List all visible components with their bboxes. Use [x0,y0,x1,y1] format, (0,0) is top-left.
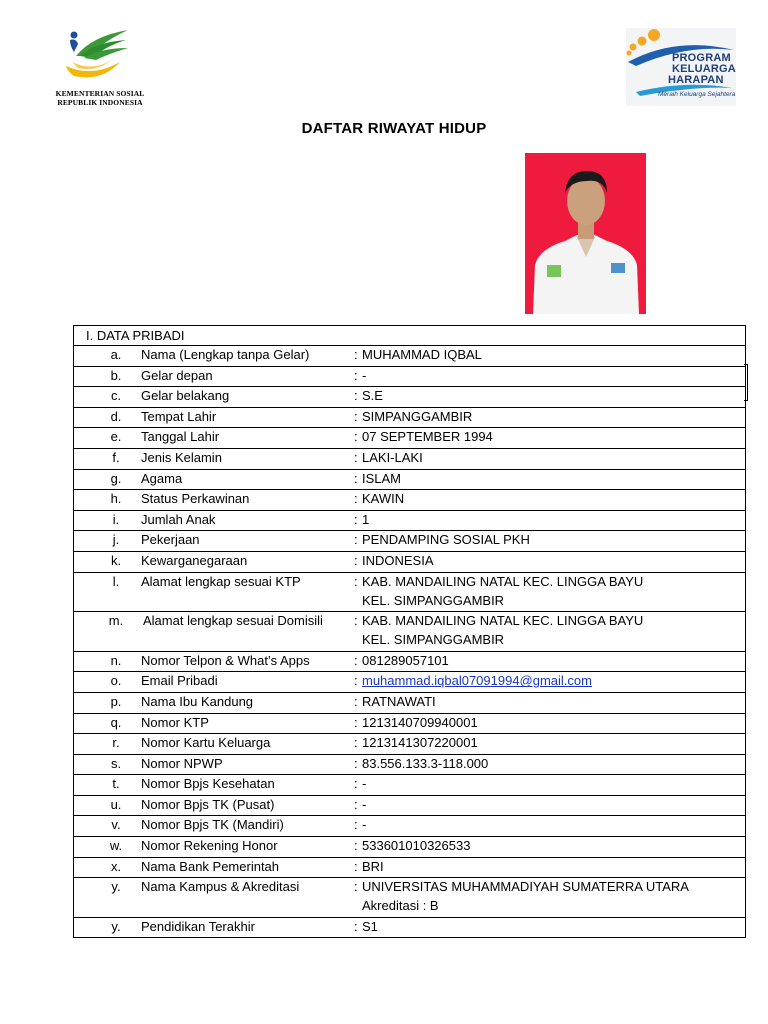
pkh-logo-line-2: KELUARGA [672,63,736,75]
row-value: S1 [362,918,378,934]
row-letter: d. [110,408,122,424]
row-label: Alamat lengkap sesuai KTP [141,573,301,589]
row-value: 1 [362,511,370,527]
row-label: Nomor Rekening Honor [141,838,278,854]
table-row [74,408,745,429]
row-value: 1213140709940001 [362,714,478,730]
table-row [74,918,745,938]
row-label: Tanggal Lahir [141,429,220,445]
row-separator: : [354,879,358,895]
row-value: MUHAMMAD IQBAL [362,347,482,362]
table-row [74,346,745,367]
row-separator: : [354,388,358,404]
row-letter: e. [110,429,122,445]
kemensos-logo-line-1: KEMENTERIAN SOSIAL [55,89,145,98]
row-value: KAB. MANDAILING NATAL KEC. LINGGA BAYU [362,613,644,629]
table-row [74,734,745,755]
data-rows [74,346,745,937]
row-value: RATNAWATI [362,693,436,709]
table-row [74,837,745,858]
row-letter: s. [110,755,122,771]
row-value: 83.556.133.3-118.000 [362,755,489,771]
row-letter: t. [112,776,120,792]
table-row [74,775,745,796]
row-value: UNIVERSITAS MUHAMMADIYAH SUMATERRA UTARA [362,879,689,895]
row-letter: u. [110,796,122,812]
kemensos-logo [44,26,156,110]
table-row [74,858,745,879]
row-separator: : [354,652,358,668]
row-letter: a. [110,347,122,362]
table-row [74,755,745,776]
row-label: Status Perkawinan [141,491,250,507]
table-row [74,652,745,673]
row-value: BRI [362,858,384,874]
row-letter: l. [112,573,120,589]
row-letter: y. [111,918,121,934]
row-separator: : [354,918,358,934]
pkh-logo [626,28,736,106]
row-value: - [362,367,367,383]
row-value: 1213141307220001 [362,735,478,751]
row-label: Nomor Telpon & What’s Apps [141,652,310,668]
row-label: Nama Ibu Kandung [141,693,254,709]
row-label: Jenis Kelamin [141,449,222,465]
row-separator: : [354,673,358,689]
row-value: KAWIN [362,491,405,507]
row-separator: : [354,838,358,854]
row-value: 533601010326533 [362,838,471,854]
row-value: ISLAM [362,470,402,486]
row-value: S.E [362,388,383,404]
row-value: - [362,796,367,812]
row-label: Jumlah Anak [141,511,216,527]
row-label: Nomor Bpjs TK (Mandiri) [141,817,284,833]
table-row [74,511,745,532]
row-value-continued: KEL. SIMPANGGAMBIR [362,592,505,608]
row-label: Nama Bank Pemerintah [141,858,280,874]
row-letter: p. [110,693,122,709]
row-value-continued: Akreditasi : B [362,898,439,914]
table-row [74,672,745,693]
table-row [74,449,745,470]
row-letter: x. [110,858,122,874]
row-letter: h. [110,491,122,507]
row-separator: : [354,347,358,362]
email-link[interactable]: muhammad.iqbal07091994@gmail.com [362,673,592,689]
row-value-continued: KEL. SIMPANGGAMBIR [362,632,505,648]
row-value: PENDAMPING SOSIAL PKH [362,532,530,548]
row-separator: : [354,532,358,548]
table-row [74,693,745,714]
table-row [74,878,745,918]
row-value: INDONESIA [362,552,434,568]
table-row [74,428,745,449]
table-row [74,816,745,837]
table-row [74,531,745,552]
table-row [74,573,745,613]
row-separator: : [354,511,358,527]
row-separator: : [354,776,358,792]
row-label: Nama (Lengkap tanpa Gelar) [141,347,310,362]
row-label: Kewarganegaraan [141,552,248,568]
row-separator: : [354,449,358,465]
row-separator: : [354,817,358,833]
personal-data-table [73,325,746,938]
row-separator: : [354,693,358,709]
row-letter: q. [110,714,122,730]
row-label: Gelar depan [141,367,213,383]
row-letter: g. [110,470,122,486]
row-value: - [362,817,367,833]
table-row [74,612,745,652]
row-value: - [362,776,367,792]
row-separator: : [354,613,358,629]
row-value: SIMPANGGAMBIR [362,408,473,424]
row-separator: : [354,429,358,445]
pkh-logo-line-1: PROGRAM [672,52,731,64]
row-label: Tempat Lahir [141,408,217,424]
row-separator: : [354,491,358,507]
table-row [74,714,745,735]
document-title [0,120,768,137]
row-letter: i. [112,511,120,527]
row-value: KAB. MANDAILING NATAL KEC. LINGGA BAYU [362,573,644,589]
row-label: Pekerjaan [141,532,200,548]
kemensos-logo-line-2: REPUBLIK INDONESIA [57,98,143,107]
profile-photo [525,153,646,314]
row-letter: c. [110,388,122,404]
row-value: 07 SEPTEMBER 1994 [362,429,493,445]
row-separator: : [354,796,358,812]
pkh-logo-line-3: HARAPAN [668,74,724,86]
table-border-artifact [744,364,748,401]
row-separator: : [354,470,358,486]
row-label: Nomor Bpjs Kesehatan [141,776,275,792]
table-row [74,470,745,491]
table-row [74,367,745,388]
row-letter: y. [111,879,121,895]
row-letter: w. [109,838,123,854]
row-letter: n. [110,652,122,668]
row-label: Gelar belakang [141,388,230,404]
row-letter: v. [111,817,121,833]
row-label: Pendidikan Terakhir [141,918,255,934]
section-title: I. DATA PRIBADI [74,326,745,346]
table-row [74,387,745,408]
table-row [74,796,745,817]
row-label: Nomor Bpjs TK (Pusat) [141,796,275,812]
table-row [74,490,745,511]
table-row [74,552,745,573]
row-letter: m. [108,613,124,629]
row-letter: f. [112,449,120,465]
row-label: Alamat lengkap sesuai Domisili [143,613,323,629]
row-value: 081289057101 [362,652,449,668]
row-label: Nama Kampus & Akreditasi [141,879,300,895]
document-title-text: DAFTAR RIWAYAT HIDUP [301,120,487,137]
row-separator: : [354,367,358,383]
row-separator: : [354,858,358,874]
row-letter: r. [112,735,120,751]
row-letter: j. [112,532,120,548]
row-letter: o. [110,673,122,689]
row-letter: b. [110,367,122,383]
row-label: Email Pribadi [141,673,218,689]
row-separator: : [354,573,358,589]
row-separator: : [354,755,358,771]
row-label: Nomor Kartu Keluarga [141,735,271,751]
kemensos-emblem-icon [62,26,138,86]
row-letter: k. [110,552,122,568]
row-value: LAKI-LAKI [362,449,423,465]
row-separator: : [354,714,358,730]
row-label: Nomor NPWP [141,755,223,771]
row-label: Agama [141,470,183,486]
row-separator: : [354,552,358,568]
row-separator: : [354,735,358,751]
row-label: Nomor KTP [141,714,209,730]
row-separator: : [354,408,358,424]
person-portrait-icon [525,153,646,314]
pkh-tagline: Meraih Keluarga Sejahtera [658,91,736,98]
